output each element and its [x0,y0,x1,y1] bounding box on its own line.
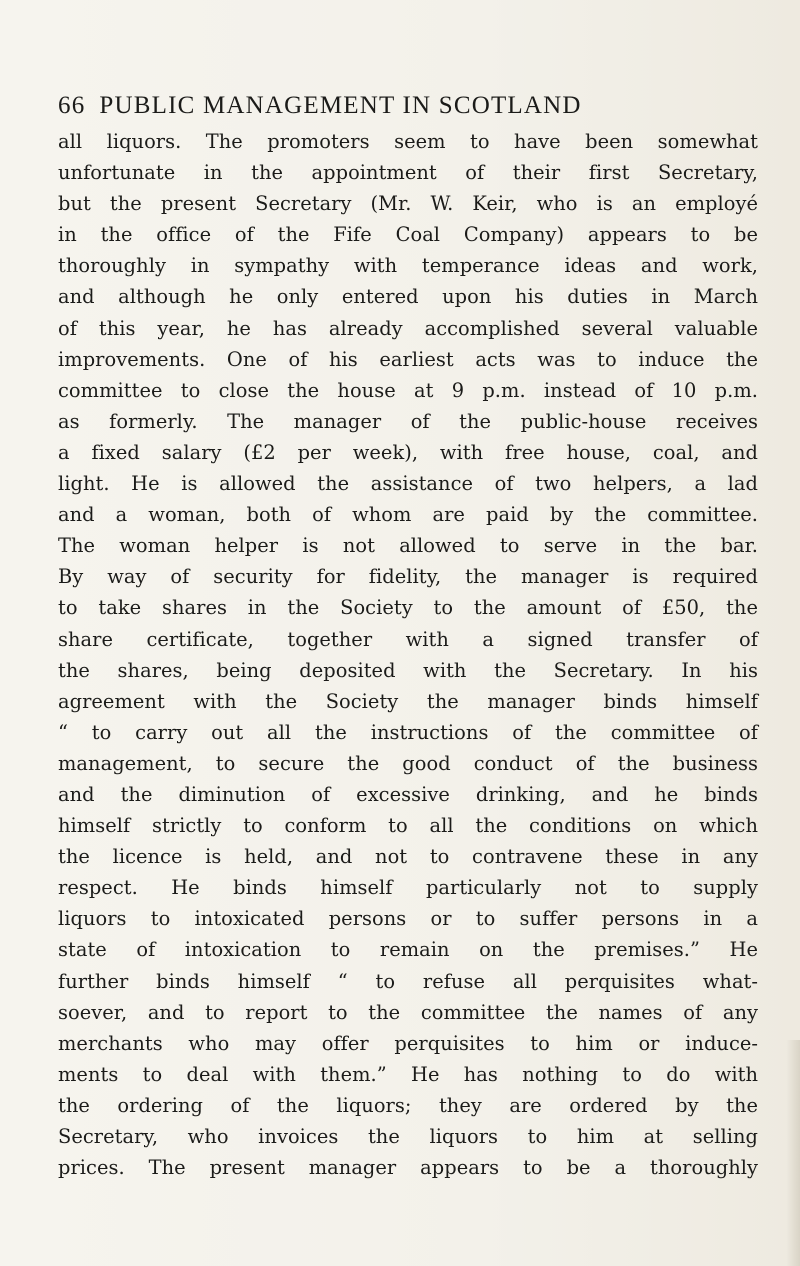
text-line: soever, and to report to the committee the names of any [58,1000,758,1024]
body-text [58,126,758,1183]
text-line: and the diminution of excessive drinking, and he binds [58,782,758,806]
text-line: The woman helper is not allowed to serve in the bar. [58,534,758,558]
page-number: 66 [58,92,86,119]
text-line: unfortunate in the appointment of their first Secretary, [58,161,758,185]
text-line: share certificate, together with a signed transfer of [58,627,758,651]
text-line: of this year, he has already accomplished several valuable [58,316,758,340]
text-line: the ordering of the liquors; they are ordered by the [58,1093,758,1117]
text-line: in the office of the Fife Coal Company) appears to be [58,223,758,247]
running-header [58,92,758,120]
text-line: committee to close the house at 9 p.m. instead of 10 p.m. [58,378,758,402]
text-line: and although he only entered upon his duties in March [58,285,758,309]
text-line: light. He is allowed the assistance of two helpers, a lad [58,472,758,496]
text-line: himself strictly to conform to all the conditions on which [58,814,758,838]
text-line: management, to secure the good conduct of the business [58,751,758,775]
text-line: improvements. One of his earliest acts was to induce the [58,347,758,371]
text-line: as formerly. The manager of the public-house receives [58,409,758,433]
text-line: to take shares in the Society to the amount of £50, the [58,596,758,620]
text-line: a fixed salary (£2 per week), with free house, coal, and [58,440,758,464]
text-line: prices. The present manager appears to be a thoroughly [58,1156,758,1180]
text-line: but the present Secretary (Mr. W. Keir, who is an employé [58,192,758,216]
text-line: respect. He binds himself particularly not to supply [58,876,758,900]
text-line: ments to deal with them.” He has nothing to do with [58,1062,758,1086]
text-line: By way of security for fidelity, the manager is required [58,565,758,589]
text-line: further binds himself “ to refuse all perquisites what- [58,969,758,993]
text-line: the licence is held, and not to contravene these in any [58,845,758,869]
running-title: PUBLIC MANAGEMENT IN SCOTLAND [99,92,582,119]
text-line: state of intoxication to remain on the premises.” He [58,938,758,962]
text-line: thoroughly in sympathy with temperance ideas and work, [58,254,758,278]
text-line: Secretary, who invoices the liquors to him at selling [58,1125,758,1148]
text-line: merchants who may offer perquisites to him or induce- [58,1031,758,1055]
page-edge-shadow [786,1040,800,1266]
text-line: the shares, being deposited with the Secretary. In his [58,658,758,682]
text-line: all liquors. The promoters seem to have been somewhat [58,130,758,153]
text-line: liquors to intoxicated persons or to suffer persons in a [58,907,758,931]
text-line: agreement with the Society the manager binds himself [58,689,758,713]
text-line: and a woman, both of whom are paid by the committee. [58,503,758,527]
text-line: “ to carry out all the instructions of the committee of [58,720,758,744]
